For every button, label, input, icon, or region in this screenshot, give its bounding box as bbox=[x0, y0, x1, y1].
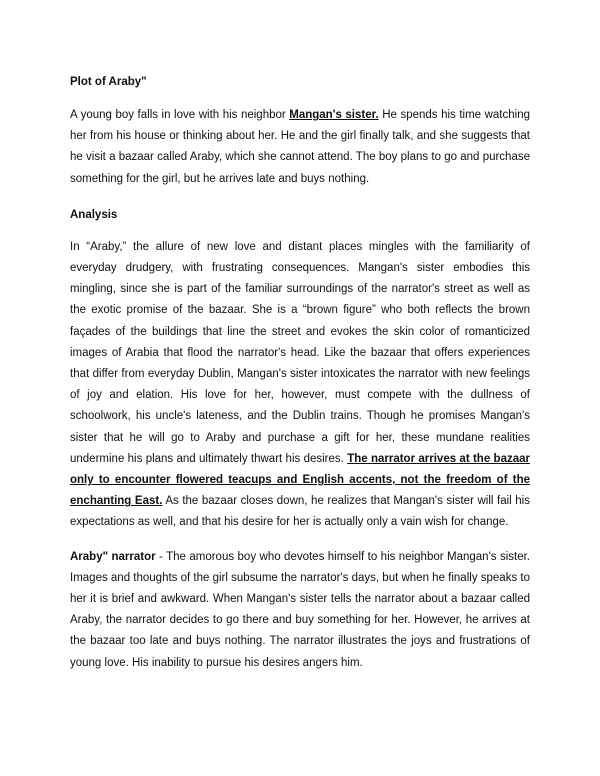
narrator-paragraph bbox=[70, 547, 530, 674]
plot-highlight: Mangan's sister. bbox=[289, 109, 379, 121]
narrator-label: Araby" narrator bbox=[70, 550, 156, 563]
plot-text-after: He spends his time watching her from his house or thinking about her. He and the girl finally talk, and she suggests that he visit a bazaar called Araby, which she cannot attend. The boy plans to go and purchase something for the girl, but he arrives late and buys nothing. bbox=[70, 109, 530, 185]
plot-text-before: A young boy falls in love with his neighbor bbox=[70, 109, 290, 121]
analysis-highlight: The narrator arrives at the bazaar only to encounter flowered teacups and English accents, not the freedom of the enchanting East. bbox=[70, 452, 530, 508]
analysis-text-after: As the bazaar closes down, he realizes that Mangan's sister will fail his expectations as well, and that his desire for her is actually only a vain wish for change. bbox=[70, 495, 530, 529]
analysis-paragraph bbox=[70, 237, 530, 534]
analysis-text-before: In “Araby,” the allure of new love and distant places mingles with the familiarity of everyday drudgery, with frustrating consequences. Mangan's sister embodies this mingling, since she is part of the familiar surroundings of the narrator's street as well as the exotic promise of the bazaar. She is a “brown figure” who both reflects the brown façades of the buildings that line the street and evokes the skin color of romanticized images of Arabia that flood the narrator's head. Like the bazaar that offers experiences that differ from everyday Dublin, Mangan's sister intoxicates the narrator with new feelings of joy and elation. His love for her, however, must compete with the dullness of schoolwork, his uncle's lateness, and the Dublin trains. Though he promises Mangan's sister that he will go to Araby and purchase a gift for her, these mundane realities undermine his plans and ultimately thwart his desires. bbox=[70, 240, 530, 465]
plot-paragraph bbox=[70, 105, 530, 190]
narrator-text: - The amorous boy who devotes himself to his neighbor Mangan's sister. Images and thoughts of the girl subsume the narrator's days, but when he finally speaks to her it is brief and awkward. When Mangan's sister tells the narrator about a bazaar called Araby, the narrator decides to go there and buy something for her. However, he arrives at the bazaar too late and buys nothing. The narrator illustrates the joys and frustrations of young love. His inability to pursue his desires angers him. bbox=[70, 550, 530, 669]
document-page bbox=[70, 74, 530, 674]
plot-heading: Plot of Araby" bbox=[70, 76, 147, 88]
analysis-heading: Analysis bbox=[70, 208, 118, 221]
